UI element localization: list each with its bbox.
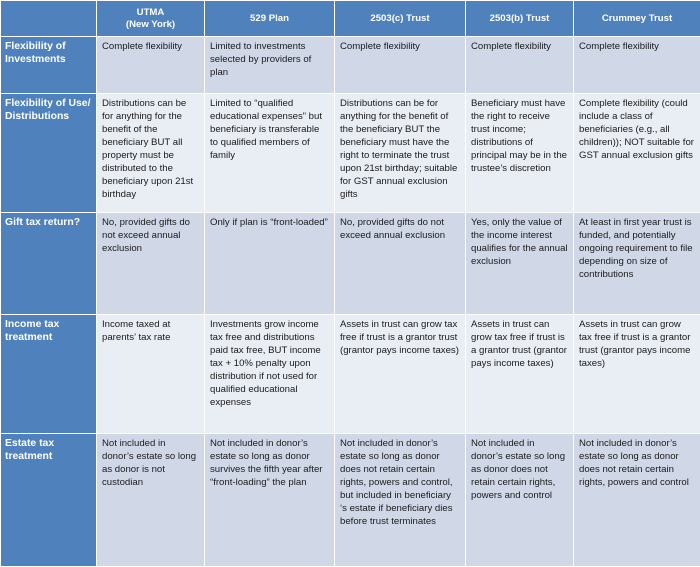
- header-row: [1, 1, 700, 37]
- table-row: [1, 213, 700, 315]
- header-utma-line1: UTMA: [102, 7, 199, 19]
- table-cell: Complete flexibility: [335, 37, 466, 94]
- table-cell: Assets in trust can grow tax free if trust is a grantor trust (grantor pays income taxes): [335, 315, 466, 434]
- row-label-flexibility-of-investments: Flexibility of Investments: [1, 37, 97, 94]
- header-2503b-trust-label: 2503(b) Trust: [490, 13, 550, 24]
- table-cell: Not included in donor’s estate so long as donor does not retain certain rights, powers and control, but included in beneficiary ‘s estate if beneficiary dies before trust terminates: [335, 434, 466, 567]
- table-cell: Distributions can be for anything for the benefit of the beneficiary BUT the beneficiary must have the right to terminate the trust upon 21st birthday; suitable for GST annual exclusion gifts: [335, 94, 466, 213]
- table-cell: Assets in trust can grow tax free if trust is a grantor trust (grantor pays income taxes): [574, 315, 700, 434]
- table-cell: Assets in trust can grow tax free if trust is a grantor trust (grantor pays income taxes): [466, 315, 574, 434]
- table-cell: Complete flexibility (could include a class of beneficiaries (e.g., all children)); NOT suitable for GST annual exclusion gifts: [574, 94, 700, 213]
- table-cell: Not included in donor’s estate so long as donor does not retain certain rights, powers and control: [574, 434, 700, 567]
- header-crummey-trust-label: Crummey Trust: [602, 13, 672, 24]
- table-row: [1, 315, 700, 434]
- row-label-estate-tax-treatment: Estate tax treatment: [1, 434, 97, 567]
- header-utma: [97, 1, 205, 37]
- table-cell: Limited to “qualified educational expenses” but beneficiary is transferable to qualified members of family: [205, 94, 335, 213]
- header-2503c-trust: [335, 1, 466, 37]
- header-utma-line2: (New York): [102, 19, 199, 31]
- table-cell: Complete flexibility: [97, 37, 205, 94]
- table-cell: Income taxed at parents’ tax rate: [97, 315, 205, 434]
- header-529-plan-label: 529 Plan: [250, 13, 289, 24]
- table-row: [1, 434, 700, 567]
- row-label-income-tax-treatment: Income tax treatment: [1, 315, 97, 434]
- header-crummey-trust: [574, 1, 700, 37]
- header-2503b-trust: [466, 1, 574, 37]
- table-cell: Only if plan is “front-loaded”: [205, 213, 335, 315]
- table-cell: No, provided gifts do not exceed annual exclusion: [97, 213, 205, 315]
- table-cell: No, provided gifts do not exceed annual exclusion: [335, 213, 466, 315]
- table-cell: Complete flexibility: [574, 37, 700, 94]
- header-529-plan: [205, 1, 335, 37]
- table-cell: Complete flexibility: [466, 37, 574, 94]
- table-cell: Limited to investments selected by providers of plan: [205, 37, 335, 94]
- row-label-flexibility-of-use: Flexibility of Use/ Distributions: [1, 94, 97, 213]
- header-2503c-trust-label: 2503(c) Trust: [370, 13, 429, 24]
- row-label-gift-tax-return: Gift tax return?: [1, 213, 97, 315]
- header-corner: [1, 1, 97, 37]
- table-row: [1, 94, 700, 213]
- table-cell: Investments grow income tax free and distributions paid tax free, BUT income tax + 10% penalty upon distribution if not used for qualified educational expenses: [205, 315, 335, 434]
- table-cell: Yes, only the value of the income interest qualifies for the annual exclusion: [466, 213, 574, 315]
- table-cell: At least in first year trust is funded, and potentially ongoing requirement to file depending on size of contributions: [574, 213, 700, 315]
- table-cell: Not included in donor’s estate so long as donor does not retain certain rights, powers and control: [466, 434, 574, 567]
- table-cell: Beneficiary must have the right to receive trust income; distributions of principal may be in the trustee’s discretion: [466, 94, 574, 213]
- table-row: [1, 37, 700, 94]
- table-cell: Not included in donor’s estate so long as donor survives the fifth year after “front-loading” the plan: [205, 434, 335, 567]
- table-cell: Distributions can be for anything for the benefit of the beneficiary BUT all property must be distributed to the beneficiary upon 21st birthday: [97, 94, 205, 213]
- table-cell: Not included in donor’s estate so long as donor is not custodian: [97, 434, 205, 567]
